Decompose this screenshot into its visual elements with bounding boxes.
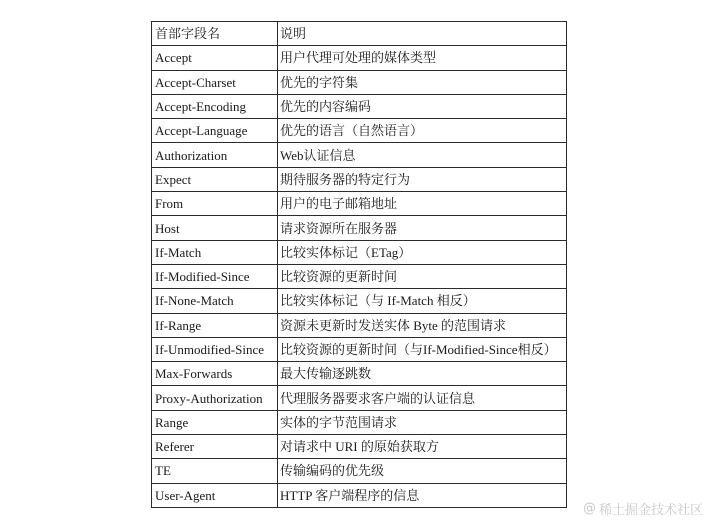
- field-name-cell: If-Modified-Since: [152, 264, 278, 288]
- description-cell: 用户的电子邮箱地址: [278, 192, 567, 216]
- table-row: [152, 143, 567, 167]
- table-row: [152, 167, 567, 191]
- field-name-cell: Accept: [152, 46, 278, 70]
- description-cell: 最大传输逐跳数: [278, 362, 567, 386]
- table-row: [152, 94, 567, 118]
- description-cell: 对请求中 URI 的原始获取方: [278, 435, 567, 459]
- field-name-cell: Accept-Charset: [152, 70, 278, 94]
- at-sign-icon: @: [582, 501, 596, 516]
- table-body: [152, 22, 567, 508]
- field-name-cell: TE: [152, 459, 278, 483]
- table-row: [152, 313, 567, 337]
- header-cell-field-name: 首部字段名: [152, 22, 278, 46]
- table-row: [152, 410, 567, 434]
- table-row: [152, 46, 567, 70]
- field-name-cell: Max-Forwards: [152, 362, 278, 386]
- table-row: [152, 435, 567, 459]
- table-row: [152, 240, 567, 264]
- request-header-table-container: [151, 21, 566, 508]
- field-name-cell: Range: [152, 410, 278, 434]
- description-cell: 实体的字节范围请求: [278, 410, 567, 434]
- table-row: [152, 459, 567, 483]
- field-name-cell: If-Match: [152, 240, 278, 264]
- table-header-row: [152, 22, 567, 46]
- field-name-cell: From: [152, 192, 278, 216]
- description-cell: 比较实体标记（ETag）: [278, 240, 567, 264]
- field-name-cell: Host: [152, 216, 278, 240]
- description-cell: 传输编码的优先级: [278, 459, 567, 483]
- field-name-cell: Accept-Encoding: [152, 94, 278, 118]
- table-row: [152, 386, 567, 410]
- field-name-cell: If-Range: [152, 313, 278, 337]
- field-name-cell: User-Agent: [152, 483, 278, 507]
- table-row: [152, 70, 567, 94]
- field-name-cell: If-None-Match: [152, 289, 278, 313]
- site-watermark: [583, 499, 703, 518]
- header-cell-description: 说明: [278, 22, 567, 46]
- description-cell: Web认证信息: [278, 143, 567, 167]
- table-row: [152, 119, 567, 143]
- description-cell: 期待服务器的特定行为: [278, 167, 567, 191]
- request-header-fields-table: [151, 21, 567, 508]
- description-cell: 代理服务器要求客户端的认证信息: [278, 386, 567, 410]
- table-row: [152, 289, 567, 313]
- description-cell: 优先的语言（自然语言）: [278, 119, 567, 143]
- table-row: [152, 192, 567, 216]
- watermark-text: 稀土掘金技术社区: [598, 503, 703, 518]
- description-cell: 用户代理可处理的媒体类型: [278, 46, 567, 70]
- table-row: [152, 337, 567, 361]
- field-name-cell: If-Unmodified-Since: [152, 337, 278, 361]
- description-cell: 请求资源所在服务器: [278, 216, 567, 240]
- table-row: [152, 483, 567, 507]
- table-row: [152, 264, 567, 288]
- description-cell: 优先的内容编码: [278, 94, 567, 118]
- description-cell: HTTP 客户端程序的信息: [278, 483, 567, 507]
- table-row: [152, 216, 567, 240]
- table-row: [152, 362, 567, 386]
- field-name-cell: Proxy-Authorization: [152, 386, 278, 410]
- description-cell: 优先的字符集: [278, 70, 567, 94]
- field-name-cell: Expect: [152, 167, 278, 191]
- description-cell: 比较实体标记（与 If-Match 相反）: [278, 289, 567, 313]
- description-cell: 比较资源的更新时间（与If-Modified-Since相反）: [278, 337, 567, 361]
- field-name-cell: Referer: [152, 435, 278, 459]
- description-cell: 资源未更新时发送实体 Byte 的范围请求: [278, 313, 567, 337]
- description-cell: 比较资源的更新时间: [278, 264, 567, 288]
- field-name-cell: Accept-Language: [152, 119, 278, 143]
- field-name-cell: Authorization: [152, 143, 278, 167]
